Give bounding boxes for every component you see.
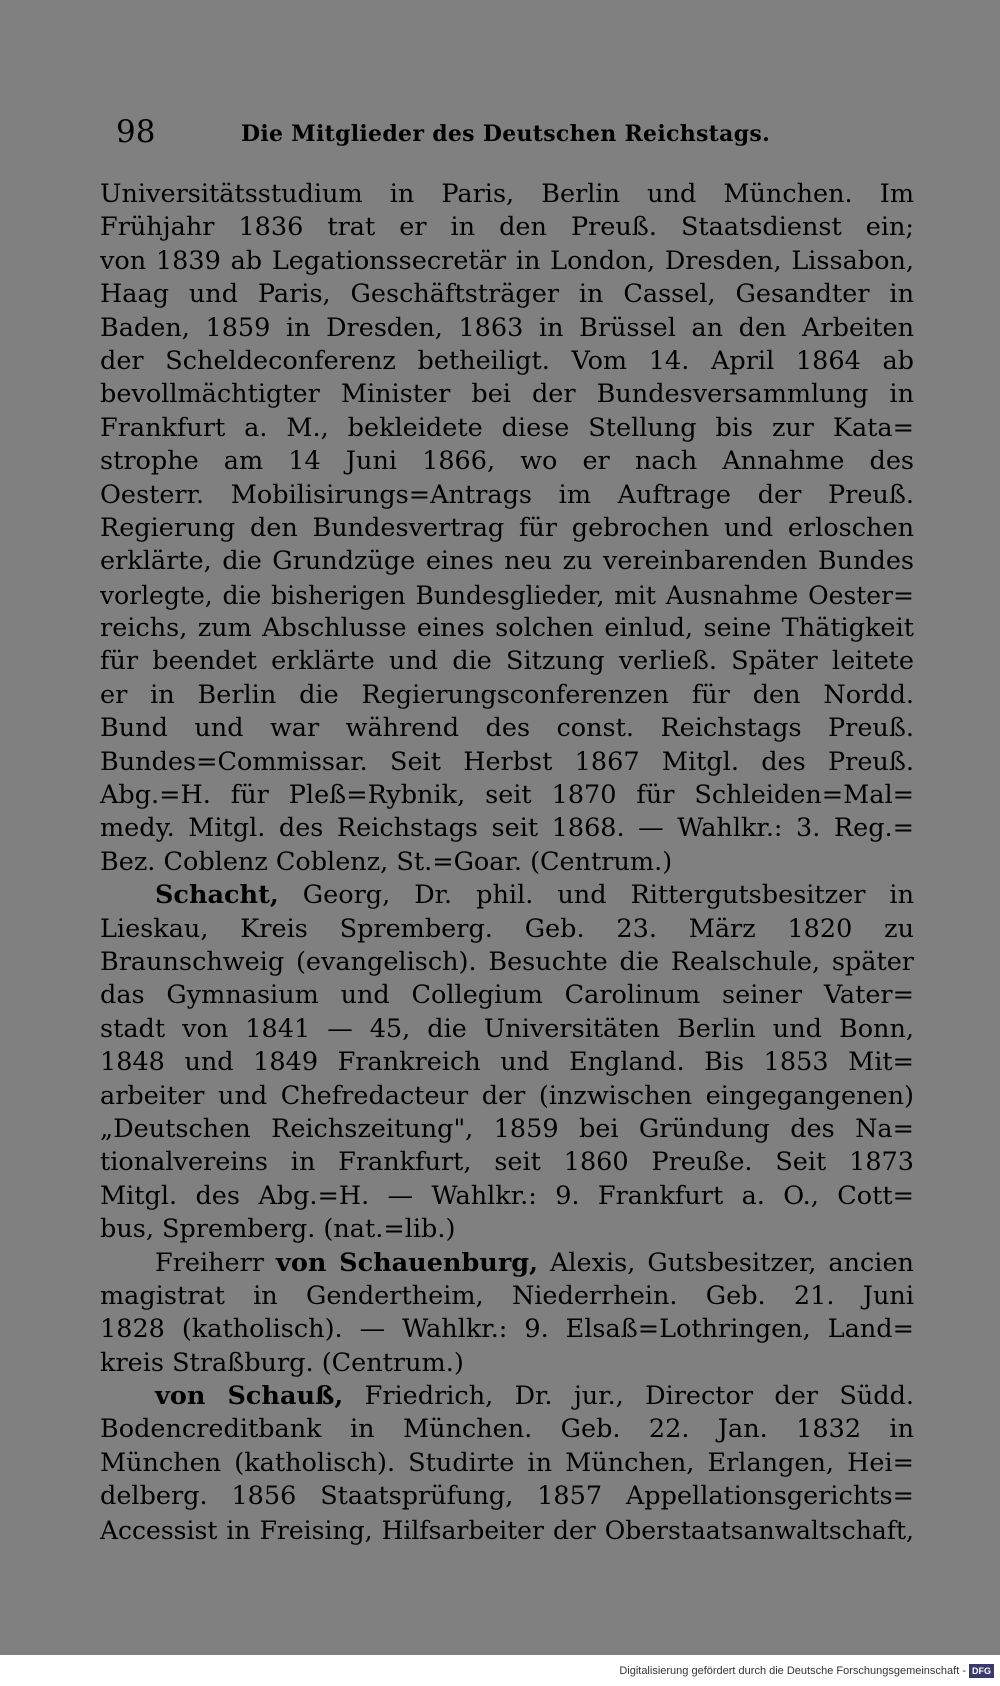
entry-first-line xyxy=(100,1247,914,1280)
text-line: Bez. Coblenz Coblenz, St.=Goar. (Centrum.) xyxy=(100,846,673,877)
text-line: Regierung den Bundesvertrag für gebrochen und erloschen xyxy=(100,512,914,543)
entry-first-line xyxy=(100,1380,914,1413)
text-line: vorlegte, die bisherigen Bundesglieder, mit Ausnahme Oester= xyxy=(100,580,914,610)
text-line: er in Berlin die Regierungsconferenzen für den Nordd. xyxy=(100,679,914,710)
text-line: Bundes=Commissar. Seit Herbst 1867 Mitgl. des Preuß. xyxy=(100,746,914,777)
text-line: München (katholisch). Studirte in München, Erlangen, Hei= xyxy=(100,1447,914,1478)
entry-schacht xyxy=(100,879,914,1246)
text-line: medy. Mitgl. des Reichstags seit 1868. — Wahlkr.: 3. Reg.= xyxy=(100,813,914,844)
text-line: Bodencreditbank in München. Geb. 22. Jan. 1832 in xyxy=(100,1414,914,1445)
text-line: arbeiter und Chefredacteur der (inzwischen eingegangenen) xyxy=(100,1080,914,1111)
text-line: kreis Straßburg. (Centrum.) xyxy=(100,1347,464,1378)
text-line: delberg. 1856 Staatsprüfung, 1857 Appellationsgerichts= xyxy=(100,1481,914,1512)
text-line: bus, Spremberg. (nat.=lib.) xyxy=(100,1214,456,1245)
text-line: Bund und war während des const. Reichstags Preuß. xyxy=(100,713,914,744)
text-line: Frankfurt a. M., bekleidete diese Stellung bis zur Kata= xyxy=(100,412,914,443)
text-line: bevollmächtigter Minister bei der Bundesversammlung in xyxy=(100,379,914,410)
text-line: „Deutschen Reichszeitung", 1859 bei Gründung des Na= xyxy=(100,1113,914,1144)
text-line: Universitätsstudium in Paris, Berlin und München. Im xyxy=(100,179,914,209)
text-line: Mitgl. des Abg.=H. — Wahlkr.: 9. Frankfurt a. O., Cott= xyxy=(100,1180,914,1211)
text-line: Baden, 1859 in Dresden, 1863 in Brüssel an den Arbeiten xyxy=(100,312,914,343)
entry-first-line xyxy=(100,879,914,912)
page-number: 98 xyxy=(116,114,156,150)
digitization-footer xyxy=(619,1663,994,1679)
text-line: Braunschweig (evangelisch). Besuchte die Realschule, später xyxy=(100,946,914,977)
text-line: von 1839 ab Legationssecretär in London, Dresden, Lissabon, xyxy=(100,245,914,276)
text-line: Oesterr. Mobilisirungs=Antrags im Auftrage der Preuß. xyxy=(100,479,914,510)
body-text xyxy=(100,178,914,1547)
text-line: Accessist in Freising, Hilfsarbeiter der Oberstaatsanwaltschaft, xyxy=(100,1515,914,1545)
text-segment: Alexis, Gutsbesitzer, ancien xyxy=(537,1247,914,1278)
entry-schauenburg xyxy=(100,1247,914,1381)
text-line: magistrat in Gendertheim, Niederrhein. Geb. 21. Juni xyxy=(100,1280,914,1311)
footer-text: Digitalisierung gefördert durch die Deutsche Forschungsgemeinschaft - xyxy=(619,1665,966,1677)
text-line: Frühjahr 1836 trat er in den Preuß. Staatsdienst ein; xyxy=(100,212,914,243)
text-line: 1848 und 1849 Frankreich und England. Bis 1853 Mit= xyxy=(100,1047,914,1078)
text-line: tionalvereins in Frankfurt, seit 1860 Preuße. Seit 1873 xyxy=(100,1147,914,1178)
text-line: Haag und Paris, Geschäftsträger in Cassel, Gesandter in xyxy=(100,279,914,310)
text-line: das Gymnasium und Collegium Carolinum seiner Vater= xyxy=(100,980,914,1011)
paragraph-continuation xyxy=(100,178,914,879)
entry-name: von Schauenburg, xyxy=(276,1247,538,1278)
text-line: stadt von 1841 — 45, die Universitäten Berlin und Bonn, xyxy=(100,1013,914,1044)
page-header xyxy=(116,112,906,152)
text-line: strophe am 14 Juni 1866, wo er nach Annahme des xyxy=(100,446,914,477)
text-line: für beendet erklärte und die Sitzung verließ. Später leitete xyxy=(100,646,914,677)
text-line: erklärte, die Grundzüge eines neu zu vereinbarenden Bundes xyxy=(100,546,914,577)
text-segment: Friedrich, Dr. jur., Director der Südd. xyxy=(343,1381,914,1412)
text-line: 1828 (katholisch). — Wahlkr.: 9. Elsaß=Lothringen, Land= xyxy=(100,1314,914,1345)
dfg-logo: DFG xyxy=(969,1664,994,1678)
entry-name: Schacht, xyxy=(155,880,279,911)
entry-prefix: Freiherr xyxy=(155,1247,277,1278)
text-line: Lieskau, Kreis Spremberg. Geb. 23. März 1820 zu xyxy=(100,913,914,944)
entry-schauss xyxy=(100,1380,914,1547)
running-title: Die Mitglieder des Deutschen Reichstags. xyxy=(241,121,771,147)
text-line: der Scheldeconferenz betheiligt. Vom 14. April 1864 ab xyxy=(100,345,914,376)
text-segment: Georg, Dr. phil. und Rittergutsbesitzer in xyxy=(278,880,914,911)
text-line: Abg.=H. für Pleß=Rybnik, seit 1870 für Schleiden=Mal= xyxy=(100,780,914,811)
entry-name: von Schauß, xyxy=(155,1381,344,1412)
text-line: reichs, zum Abschlusse eines solchen einlud, seine Thätigkeit xyxy=(100,613,914,644)
